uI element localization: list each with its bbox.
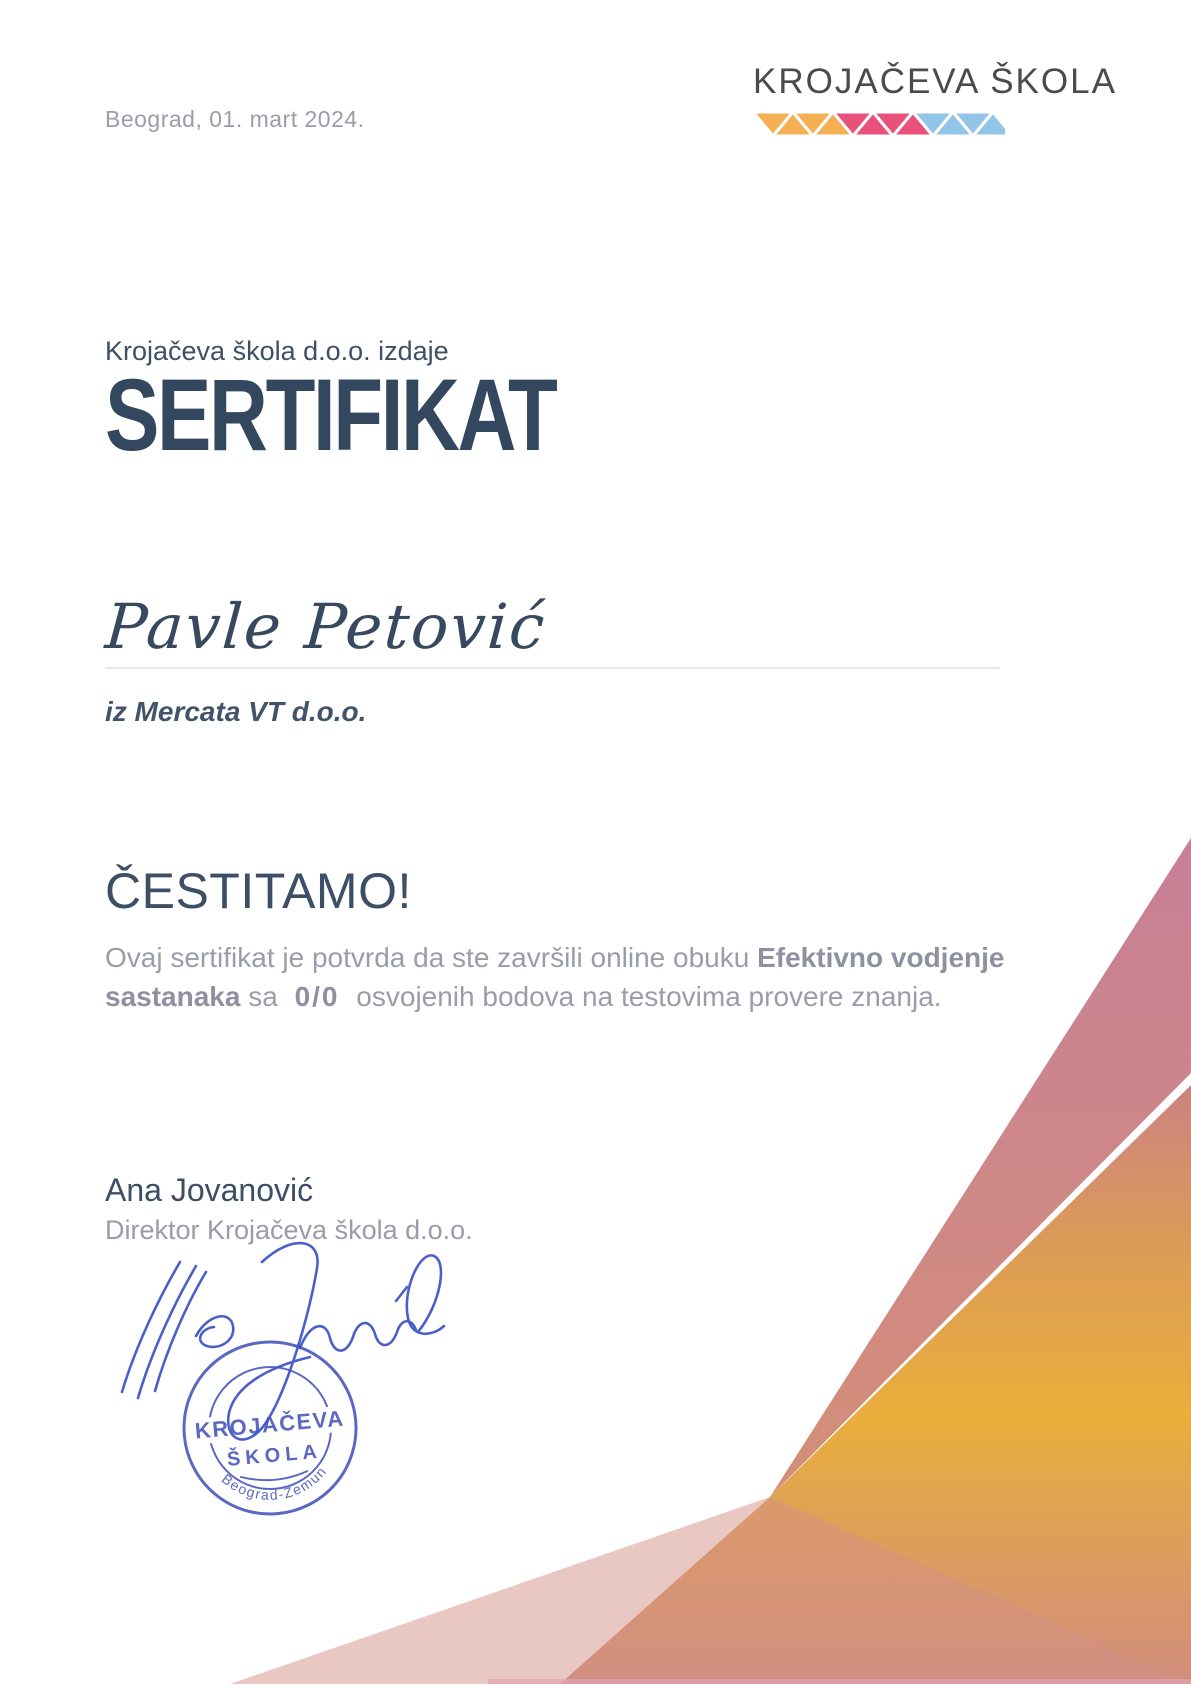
date-text: Beograd, 01. mart 2024.	[105, 106, 365, 132]
stamp-bottom-arc-text: Beograd-Zemun	[218, 1462, 330, 1503]
recipient-company: iz Mercata VT d.o.o.	[105, 696, 367, 727]
decoration-bottom-strip	[488, 1679, 1191, 1684]
name-underline	[105, 667, 1000, 669]
signature-and-stamp	[80, 1235, 560, 1675]
company-stamp	[177, 1335, 363, 1521]
body-text: osvojenih bodova na testovima provere znanja.	[348, 981, 942, 1012]
logo-triangle-strip	[753, 111, 1005, 137]
signer-name: Ana Jovanović	[105, 1172, 314, 1208]
course-name-line2: sastanaka	[105, 981, 241, 1012]
body-text: sa	[240, 981, 286, 1012]
course-name-line1: Efektivno vodjenje	[757, 942, 1005, 973]
congrats-heading: ČESTITAMO!	[105, 863, 412, 919]
certificate-title: SERTIFIKAT	[105, 358, 556, 472]
stamp-line2: ŠKOLA	[226, 1440, 323, 1471]
recipient-name: Pavle Petović	[103, 590, 549, 663]
stamp-line1: KROJAČEVA	[193, 1405, 346, 1444]
body-text: Ovaj sertifikat je potvrda da ste završili online obuku	[105, 942, 758, 973]
signer-title: Direktor Krojačeva škola d.o.o.	[105, 1215, 473, 1245]
logo-text: KROJAČEVA ŠKOLA	[753, 62, 1117, 101]
congrats-body	[105, 938, 1095, 1016]
score-value: 0/0	[294, 981, 340, 1012]
logo	[753, 62, 1117, 137]
issuer-line: Krojačeva škola d.o.o. izdaje	[105, 336, 449, 366]
